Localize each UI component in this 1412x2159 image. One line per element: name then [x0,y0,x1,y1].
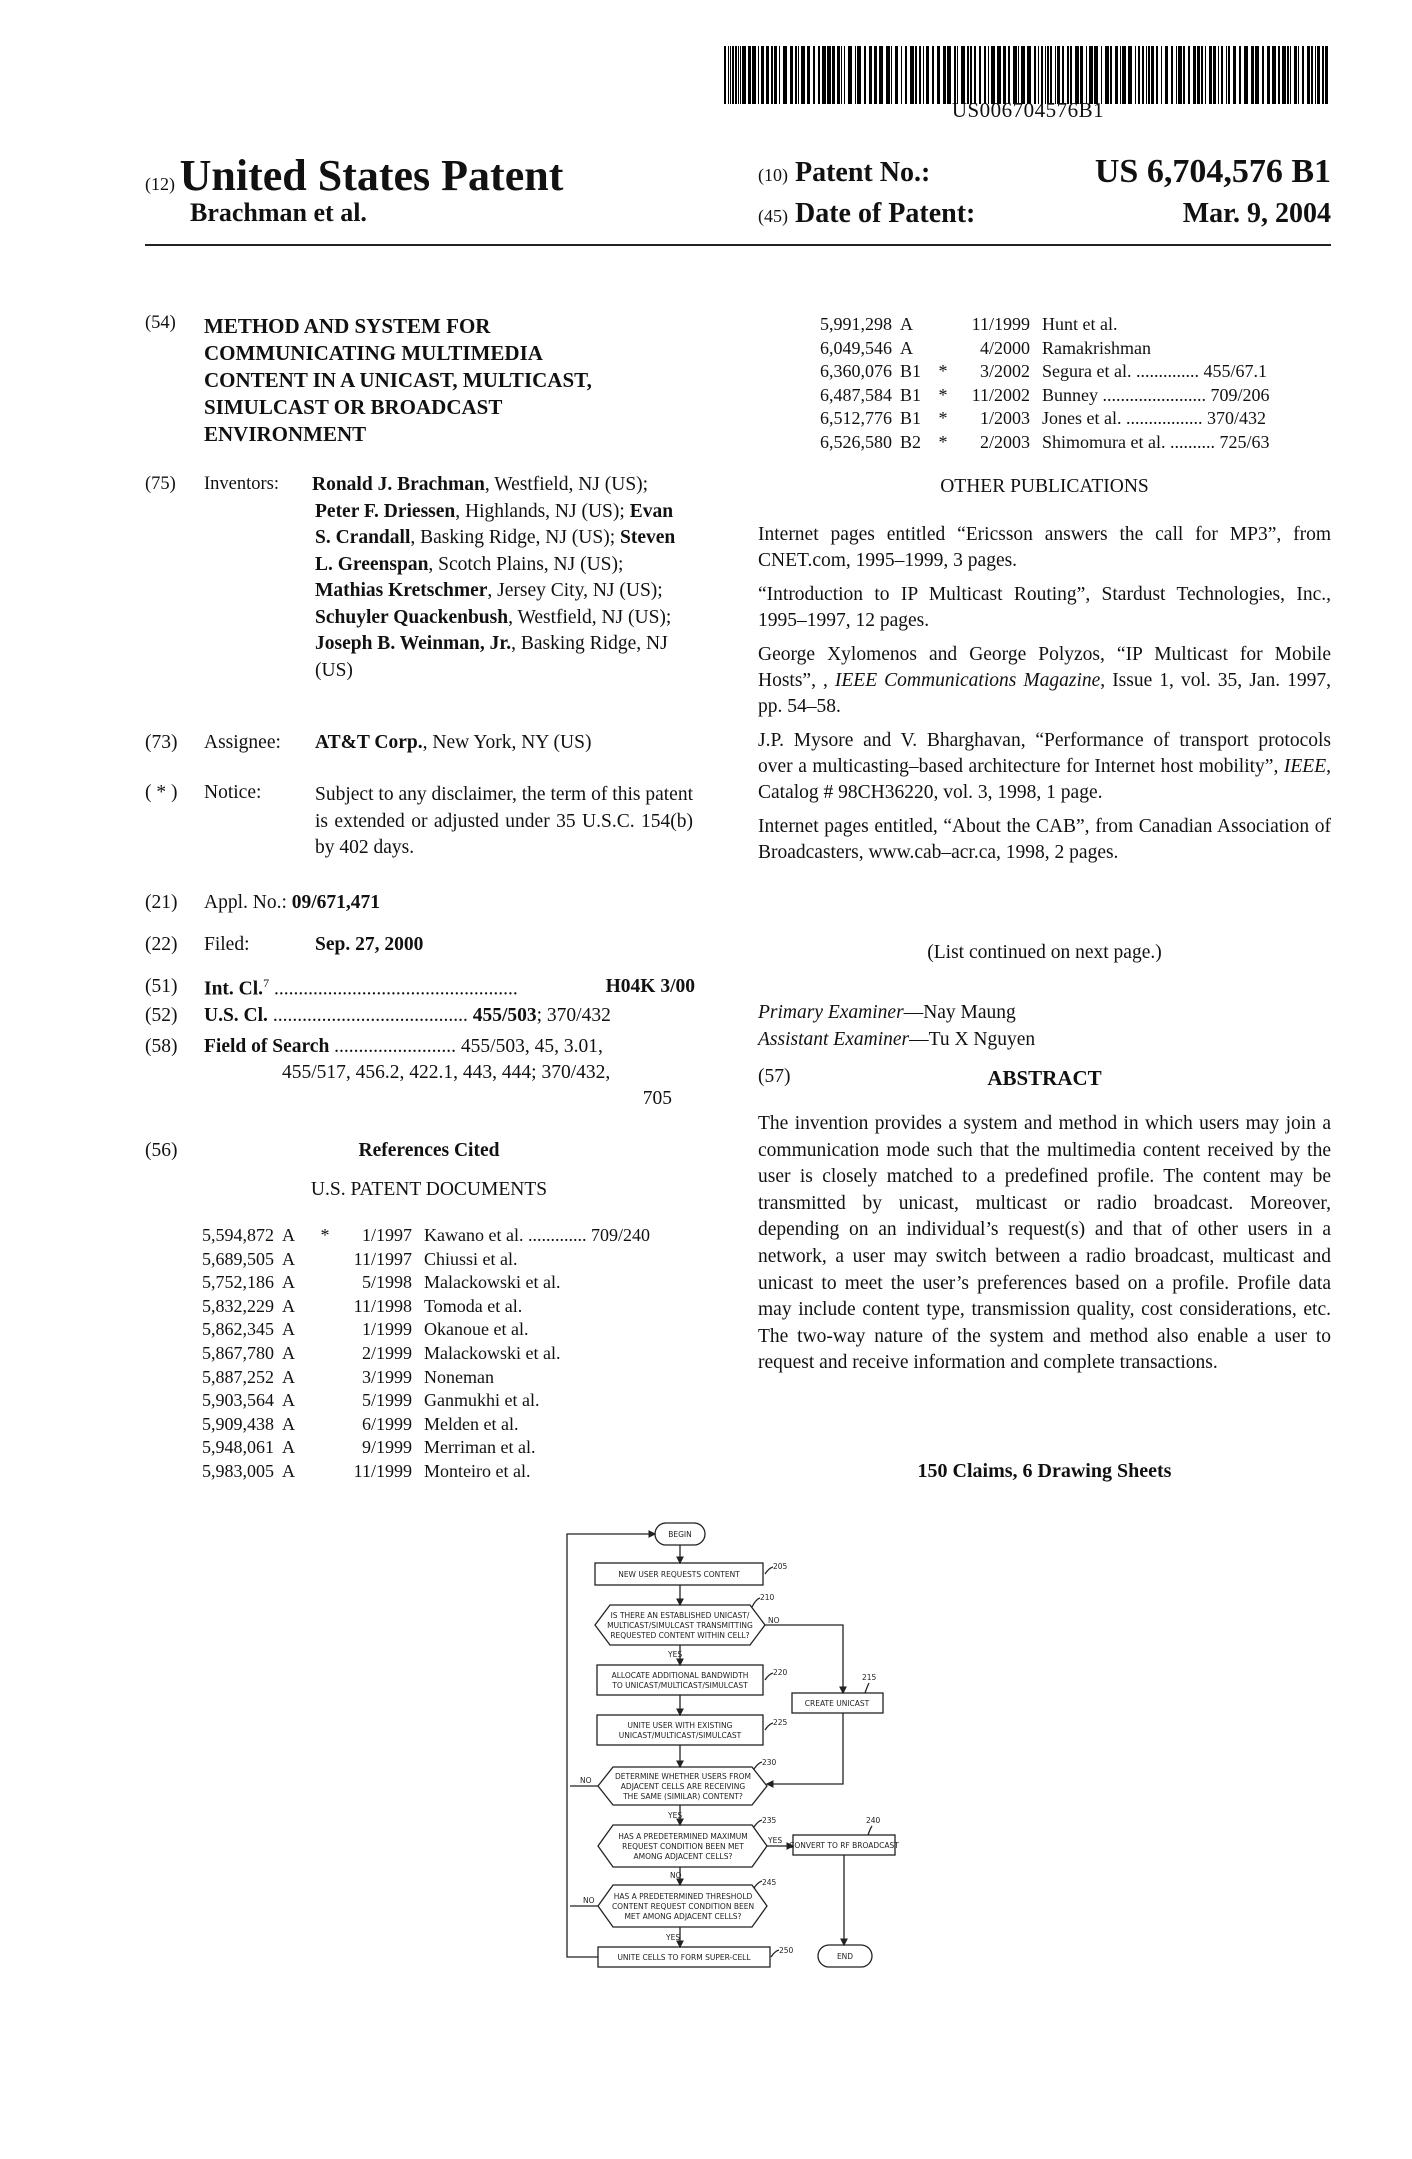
journal-name: IEEE [1283,756,1327,777]
inid-code: (51) [145,976,178,997]
ref-number: 5,862,345 [202,1319,274,1340]
ref-date: 4/2000 [979,337,1030,358]
inventor-location: , Highlands, NJ (US); [455,500,630,522]
filed-date: Sep. 27, 2000 [315,934,424,955]
abstract-title: ABSTRACT [987,1066,1102,1090]
decision-235-label: AMONG ADJACENT CELLS? [633,1852,733,1861]
ref-number: 6,487,584 [820,384,892,405]
appl-label: Appl. No.: [204,892,287,913]
ref-inventor: Tomoda et al. [424,1295,523,1316]
ref-numeral: 250 [779,1946,794,1955]
ref-inventor: Noneman [424,1366,494,1387]
ref-numeral: 215 [862,1673,877,1682]
ref-cited-by-examiner: * [938,384,948,405]
references-subtitle: U.S. PATENT DOCUMENTS [310,1179,548,1200]
inid-code: (57) [758,1066,791,1087]
patent-no-label: Patent No.: [795,157,931,188]
step-225-label: UNICAST/MULTICAST/SIMULCAST [618,1731,742,1740]
references-title: References Cited [358,1140,500,1161]
inid-code: (56) [145,1140,178,1161]
no-label: NO [768,1616,780,1625]
notice-label: Notice: [204,782,262,803]
ref-kind: A [282,1390,295,1411]
inid-code: (21) [145,892,178,913]
inid-code: (45) [758,206,788,226]
ref-date: 11/1998 [353,1295,412,1316]
step-225-box [597,1715,763,1745]
inventor-name: Mathias Kretschmer [315,580,488,601]
int-cl-edition: 7 [263,976,270,990]
ref-cited-by-examiner: * [320,1225,330,1245]
ref-numeral: 210 [760,1593,775,1602]
date-label: Date of Patent: [795,198,976,229]
no-label: NO [583,1896,595,1905]
ref-inventor: Ganmukhi et al. [424,1390,540,1411]
decision-230-label: THE SAME (SIMILAR) CONTENT? [623,1792,743,1801]
inid-code: (22) [145,934,178,955]
ref-kind: B1 [900,384,922,405]
ref-number: 5,752,186 [202,1272,274,1293]
decision-235-label: HAS A PREDETERMINED MAXIMUM [618,1832,748,1841]
inventor-name: Peter F. Driessen [315,500,456,522]
publication-text: , Catalog # 98CH36220, vol. 3, 1998, 1 page. [758,756,1331,803]
ref-date: 3/1999 [361,1366,412,1387]
ref-number: 5,991,298 [820,314,892,334]
ref-inventor: Melden et al. [424,1413,519,1434]
field-label: Field of Search [204,1036,330,1057]
inventor-name: Schuyler Quackenbush [315,606,509,628]
publication: Internet pages entitled, “About the CAB”, from Canadian Association of Broadcasters, www.cab–acr.ca, 1998, 2 pages. [758,816,1331,863]
us-cl-secondary: ; 370/432 [536,1005,611,1026]
decision-245-label: HAS A PREDETERMINED THRESHOLD [613,1892,753,1901]
ref-number: 5,909,438 [202,1413,274,1434]
title-line: CONTENT IN A UNICAST, MULTICAST, [204,368,592,392]
int-cl-value: H04K 3/00 [602,976,695,998]
doc-type: United States Patent [179,151,564,200]
inventor-location: , Jersey City, NJ (US); [487,580,663,601]
ref-numeral: 205 [773,1562,788,1571]
inventor-location: , Basking Ridge, NJ (US) [315,633,668,681]
assistant-examiner-label: Assistant Examiner [758,1029,910,1050]
ref-inventor: Bunney ....................... 709/206 [1042,384,1270,405]
inid-code: (10) [758,165,788,185]
inventor-name: Ronald J. Brachman [312,474,485,495]
ref-date: 11/1999 [353,1460,412,1481]
decision-210-label: REQUESTED CONTENT WITHIN CELL? [610,1631,750,1640]
notice-text: Subject to any disclaimer, the term of this patent is extended or adjusted under 35 U.S.C. 154(b) by 402 days. [315,784,693,858]
step-205-label: NEW USER REQUESTS CONTENT [618,1570,740,1579]
inid-code: (58) [145,1036,178,1057]
ref-kind: A [282,1225,295,1245]
ref-date: 11/1997 [353,1248,412,1269]
us-cl-label: U.S. Cl. [204,1005,268,1026]
ref-number: 5,887,252 [202,1366,274,1387]
inid-code: ( * ) [145,782,178,803]
ref-kind: A [282,1437,295,1458]
publication: “Introduction to IP Multicast Routing”, Stardust Technologies, Inc., 1995–1997, 12 pages. [758,584,1331,631]
ref-kind: A [282,1319,295,1340]
publication: Internet pages entitled “Ericsson answers the call for MP3”, from CNET.com, 1995–1999, 3 pages. [758,524,1331,571]
step-225-label: UNITE USER WITH EXISTING [627,1721,733,1730]
ref-inventor: Okanoue et al. [424,1319,529,1340]
step-220-label: TO UNICAST/MULTICAST/SIMULCAST [612,1681,748,1690]
ref-inventor: Kawano et al. ............. 709/240 [424,1225,650,1245]
ref-numeral: 245 [762,1878,777,1887]
other-publications-title: OTHER PUBLICATIONS [940,476,1149,497]
step-250-label: UNITE CELLS TO FORM SUPER-CELL [617,1953,751,1962]
inid-code: (12) [145,174,175,194]
step-220-label: ALLOCATE ADDITIONAL BANDWIDTH [611,1671,749,1680]
ref-numeral: 230 [762,1758,777,1767]
barcode-number: US006704576B1 [951,98,1105,122]
yes-label: YES [668,1650,683,1659]
inventor-name: Joseph B. Weinman, Jr. [315,633,512,654]
ref-date: 5/1998 [361,1272,412,1293]
assignee-name: AT&T Corp. [315,732,423,753]
assignee-label: Assignee: [204,732,281,753]
ref-date: 3/2002 [979,361,1030,382]
us-cl-value: 455/503 [472,1005,537,1026]
claims-count: 150 Claims, 6 Drawing Sheets [917,1460,1172,1482]
ref-number: 6,360,076 [820,361,892,382]
primary-examiner: —Nay Maung [903,1002,1016,1023]
ref-date: 1/2003 [979,408,1030,429]
ref-inventor: Shimomura et al. .......... 725/63 [1042,431,1270,452]
ref-number: 5,832,229 [202,1295,274,1316]
ref-date: 11/2002 [971,384,1030,405]
leader-dots: ........................................ [267,1005,473,1026]
leader-dots: ......................... [329,1036,461,1057]
ref-date: 6/1999 [361,1413,412,1434]
decision-210-label: MULTICAST/SIMULCAST TRANSMITTING [607,1621,753,1630]
step-215-label: CREATE UNICAST [804,1699,870,1708]
inid-code: (52) [145,1005,178,1026]
no-label: NO [670,1871,682,1880]
ref-kind: A [900,314,913,334]
ref-date: 1/1997 [361,1225,412,1245]
inventor-location: , Scotch Plains, NJ (US); [428,553,624,575]
ref-cited-by-examiner: * [938,361,948,382]
ref-cited-by-examiner: * [938,408,948,429]
assistant-examiner: —Tu X Nguyen [909,1029,1036,1050]
ref-numeral: 225 [773,1718,788,1727]
ref-date: 2/1999 [361,1342,412,1363]
title-line: COMMUNICATING MULTIMEDIA [204,341,543,365]
ref-cited-by-examiner: * [938,431,948,452]
ref-inventor: Chiussi et al. [424,1248,518,1269]
step-220-box [597,1665,763,1695]
ref-inventor: Malackowski et al. [424,1342,561,1363]
assignee-location: , New York, NY (US) [422,732,592,753]
appl-number: 09/671,471 [291,892,381,913]
list-continued-note: (List continued on next page.) [927,942,1162,963]
ref-kind: B2 [900,431,922,452]
ref-number: 5,948,061 [202,1437,274,1458]
ref-date: 11/1999 [971,314,1030,334]
ref-inventor: Malackowski et al. [424,1272,561,1293]
ref-inventor: Segura et al. .............. 455/67.1 [1042,361,1267,382]
ref-kind: B1 [900,361,922,382]
ref-number: 6,512,776 [820,408,892,429]
ref-inventor: Monteiro et al. [424,1460,531,1481]
ref-number: 5,983,005 [202,1460,274,1481]
ref-date: 1/1999 [361,1319,412,1340]
inventor-short: Brachman et al. [190,198,367,227]
ref-numeral: 240 [866,1816,881,1825]
filed-label: Filed: [204,934,250,955]
field-values: 705 [642,1088,672,1109]
publication-text: , Issue 1, vol. 35, Jan. 1997, pp. 54–58. [758,670,1331,717]
inventor-location: , Westfield, NJ (US); [484,474,649,495]
ref-kind: A [282,1272,295,1293]
field-values: 455/503, 45, 3.01, [460,1036,603,1057]
ref-number: 5,689,505 [202,1248,274,1269]
ref-numeral: 220 [773,1668,788,1677]
decision-230-label: DETERMINE WHETHER USERS FROM [614,1772,752,1781]
ref-number: 5,867,780 [202,1342,274,1363]
ref-inventor: Ramakrishman [1042,337,1151,358]
decision-210-label: IS THERE AN ESTABLISHED UNICAST/ [610,1611,750,1620]
inventor-location: , Westfield, NJ (US); [508,606,672,628]
patent-date: Mar. 9, 2004 [1182,198,1331,229]
yes-label: YES [666,1933,681,1942]
ref-number: 5,594,872 [202,1225,274,1245]
title-line: SIMULCAST OR BROADCAST [204,395,503,419]
decision-235-label: REQUEST CONDITION BEEN MET [622,1842,744,1851]
ref-kind: A [900,337,913,358]
inventor-location: , Basking Ridge, NJ (US); [410,527,620,548]
ref-inventor: Merriman et al. [424,1437,536,1458]
decision-245-label: MET AMONG ADJACENT CELLS? [624,1912,742,1921]
ref-kind: A [282,1248,295,1269]
ref-number: 6,049,546 [820,337,892,358]
end-label: END [836,1952,854,1961]
inventor-name: Evan S. Crandall [315,500,674,548]
inventors-label: Inventors: [204,474,280,494]
ref-kind: A [282,1460,295,1481]
decision-245-label: CONTENT REQUEST CONDITION BEEN [611,1902,755,1911]
ref-kind: A [282,1295,295,1316]
field-values: 455/517, 456.2, 422.1, 443, 444; 370/432, [282,1062,611,1083]
ref-kind: A [282,1413,295,1434]
title-line: ENVIRONMENT [204,422,367,446]
ref-number: 6,526,580 [820,431,892,452]
int-cl-label: Int. Cl. [204,978,264,1000]
ref-date: 9/1999 [361,1437,412,1458]
ref-numeral: 235 [762,1816,777,1825]
ref-kind: A [282,1366,295,1387]
decision-230-label: ADJACENT CELLS ARE RECEIVING [620,1782,746,1791]
inventor-name: Steven L. Greenspan [315,527,676,575]
publication-text: George Xylomenos and George Polyzos, “IP Multicast for Mobile Hosts”, , [758,644,1331,691]
ref-number: 5,903,564 [202,1390,274,1411]
yes-label: YES [668,1811,683,1820]
ref-kind: A [282,1342,295,1363]
leader-dots: .................................................. [269,978,518,1000]
no-label: NO [580,1776,592,1785]
ref-inventor: Jones et al. ................. 370/432 [1042,408,1266,429]
yes-label: YES [768,1836,783,1845]
abstract-text: The invention provides a system and method in which users may join a communication mode such that the multimedia content received by the user is closely matched to a predefined profile. The content may be transmitted by unicast, multicast or radio broadcast. Moreover, depending on an individual’s request(s) and that of other users in a network, a user may switch between a radio broadcast, multicast and unicast to meet the user’s preferences based on a profile. Profile data may include content type, transmission quality, cost considerations, etc. The two-way nature of the system and method also enable a user to request and receive information and complete transactions. [758,1113,1331,1374]
inid-code: (54) [145,313,176,333]
primary-examiner-label: Primary Examiner [758,1002,904,1023]
ref-kind: B1 [900,408,922,429]
ref-date: 5/1999 [361,1390,412,1411]
title-line: METHOD AND SYSTEM FOR [204,314,491,338]
step-240-label: CONVERT TO RF BROADCAST [789,1841,899,1850]
begin-label: BEGIN [668,1530,692,1539]
inid-code: (73) [145,732,178,753]
publication-text: J.P. Mysore and V. Bharghavan, “Performance of transport protocols over a multicasting–based architecture for Internet host mobility”, [758,730,1331,777]
inid-code: (75) [145,474,176,494]
ref-inventor: Hunt et al. [1042,314,1118,334]
patent-number: US 6,704,576 B1 [1094,153,1331,190]
journal-name: IEEE Communications Magazine [834,670,1101,691]
ref-date: 2/2003 [979,431,1030,452]
